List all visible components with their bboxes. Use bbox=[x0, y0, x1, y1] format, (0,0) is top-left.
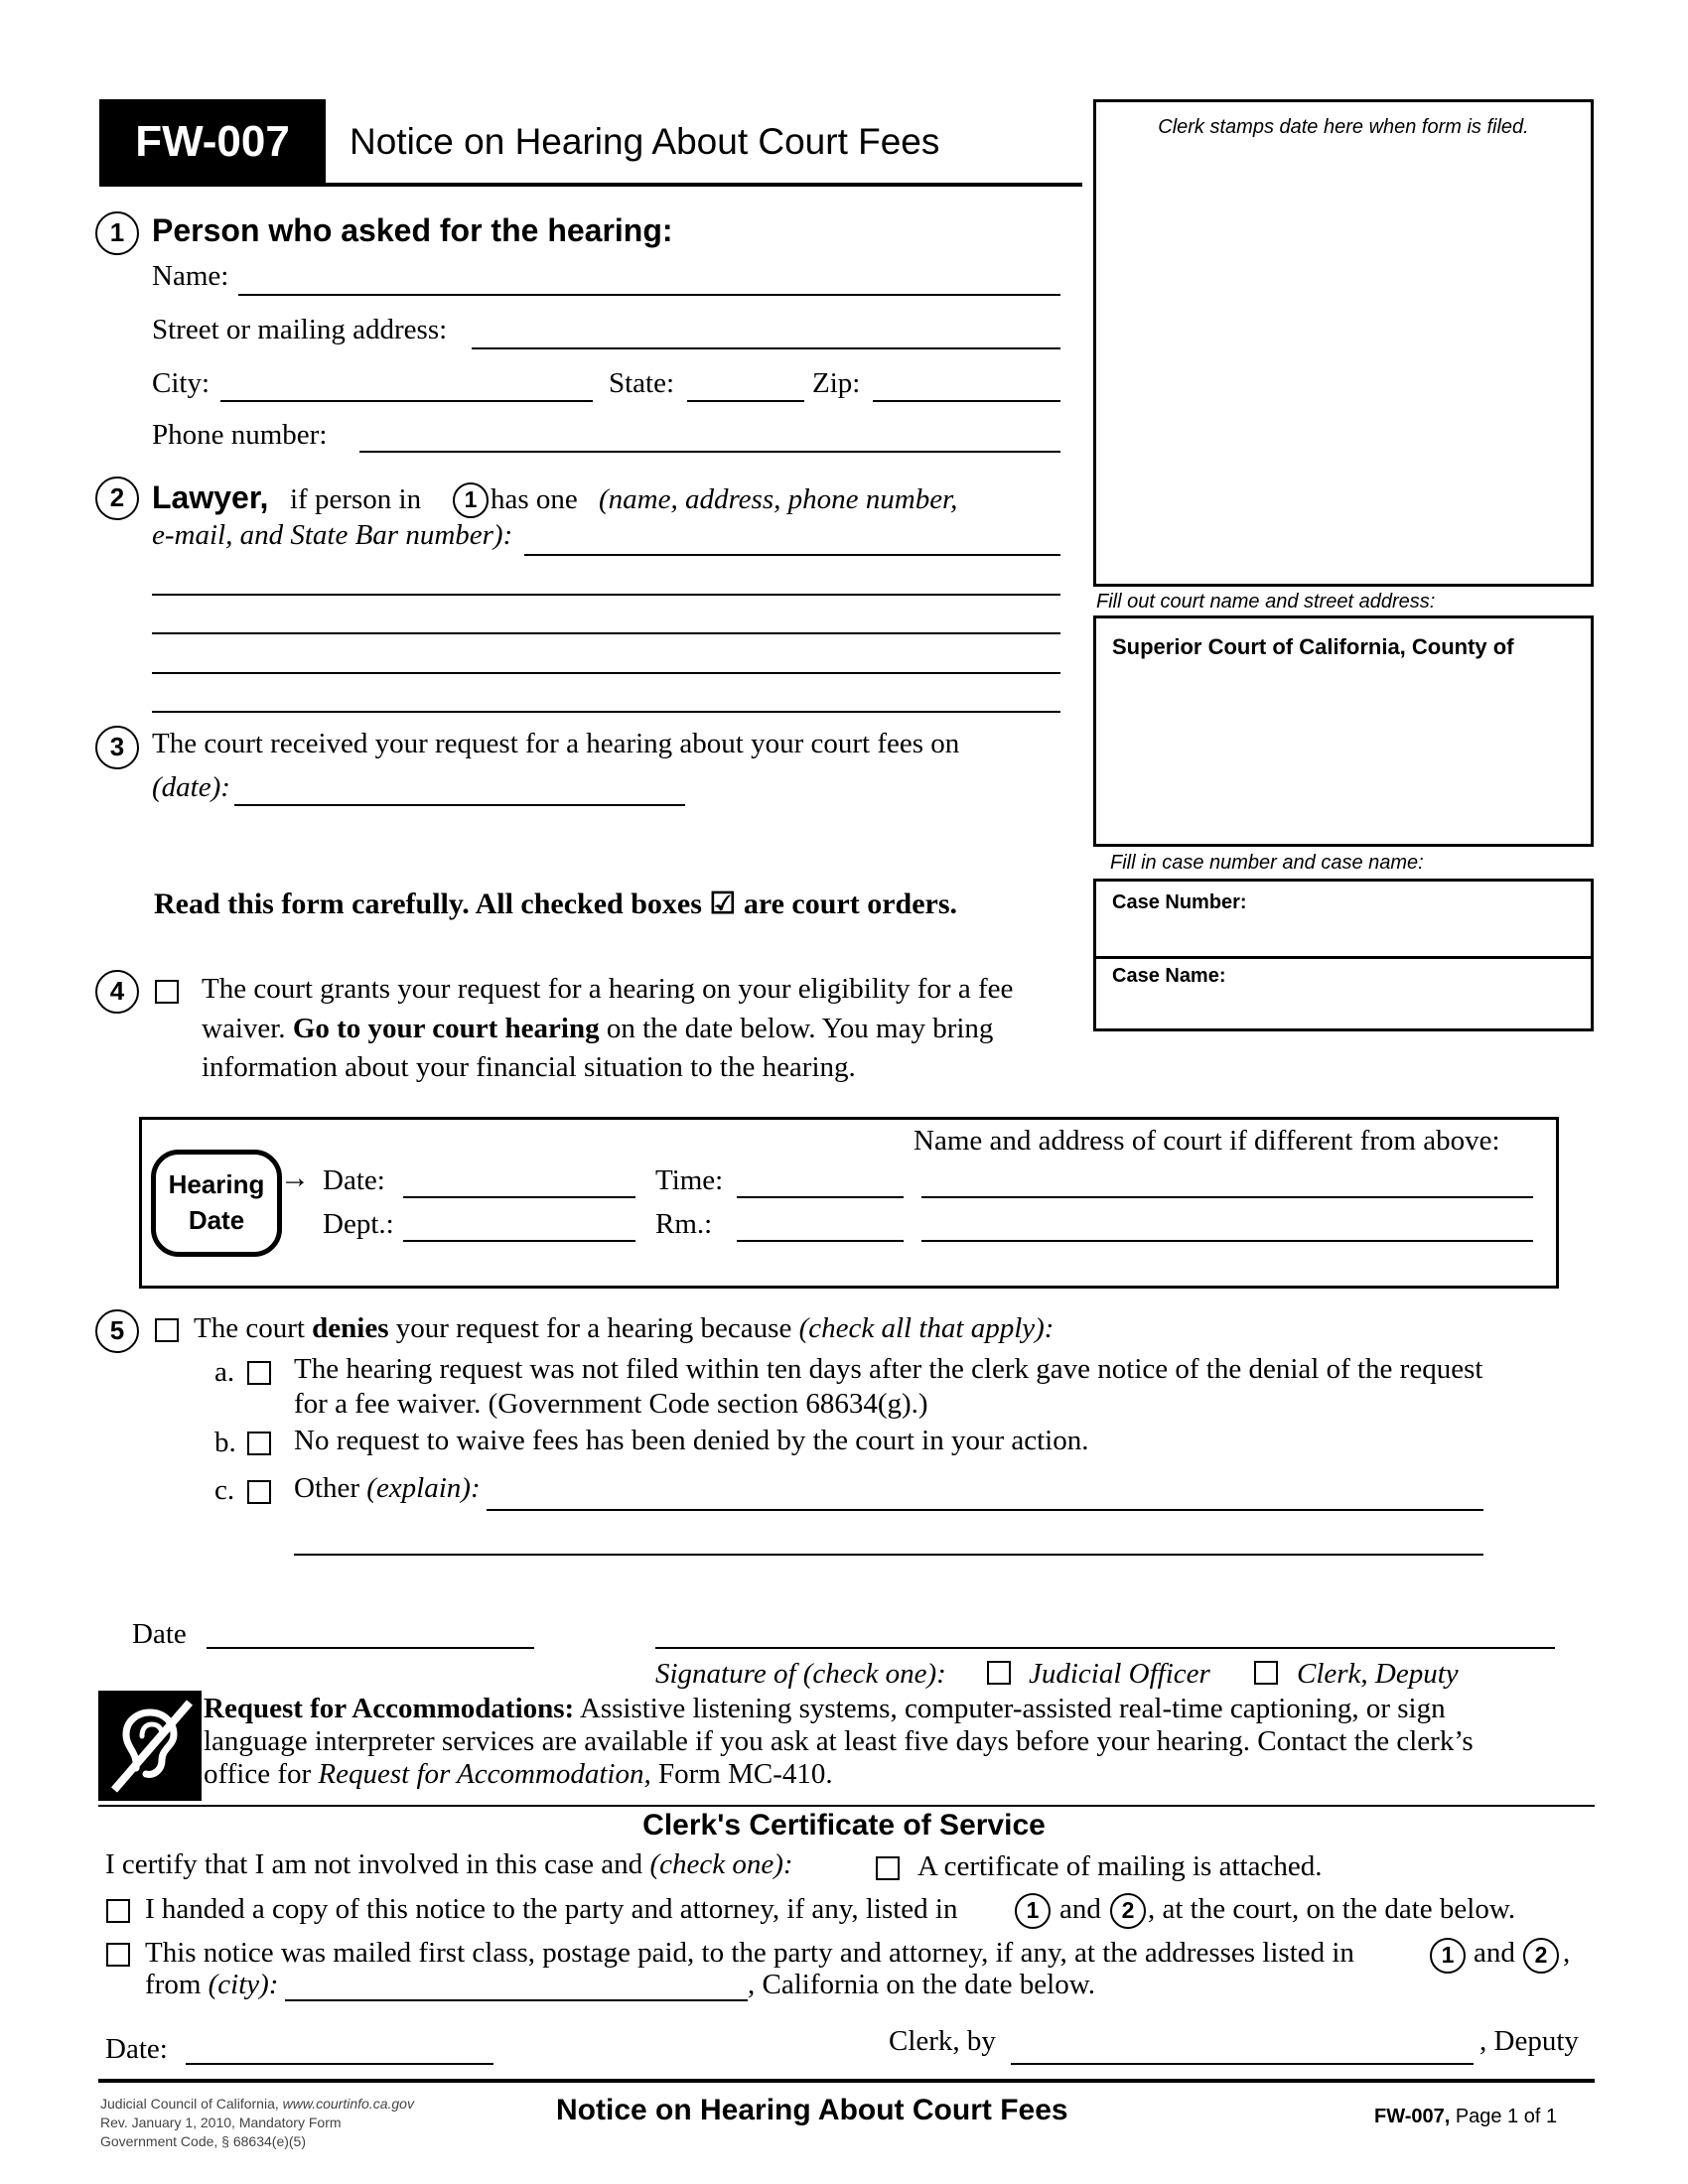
signature-field[interactable] bbox=[655, 1647, 1555, 1649]
lawyer-field-4[interactable] bbox=[152, 672, 1060, 674]
lawyer-field-2[interactable] bbox=[152, 594, 1060, 596]
item-4-number: 4 bbox=[95, 970, 139, 1014]
handed-ref-2: 2 bbox=[1110, 1893, 1146, 1929]
footer-rule bbox=[98, 2079, 1595, 2083]
judicial-officer-label: Judicial Officer bbox=[1029, 1658, 1210, 1690]
clerk-by-label: Clerk, by bbox=[889, 2025, 996, 2057]
hearing-dept-label: Dept.: bbox=[323, 1208, 394, 1240]
case-name-label[interactable]: Case Name: bbox=[1112, 965, 1226, 987]
lawyer-field-1[interactable] bbox=[524, 554, 1060, 556]
item-5-text bbox=[194, 1312, 1054, 1345]
phone-field[interactable] bbox=[359, 451, 1060, 453]
item-4-line2 bbox=[202, 1013, 993, 1045]
hearing-badge-line1: Hearing bbox=[168, 1169, 265, 1199]
accommodations-line3 bbox=[204, 1758, 833, 1791]
certify-text: I certify that I am not involved in this case and bbox=[105, 1848, 643, 1880]
from-text-b: , California on the date below. bbox=[748, 1969, 1096, 2000]
state-label: State: bbox=[609, 367, 675, 399]
item-5b-text: No request to waive fees has been denied by the court in your action. bbox=[294, 1425, 1089, 1456]
from-city-field[interactable] bbox=[285, 1999, 748, 2001]
handed-text-a: I handed a copy of this notice to the party and attorney, if any, listed in bbox=[145, 1893, 958, 1925]
mailed-text-a: This notice was mailed first class, postage paid, to the party and attorney, if any, at the addresses listed in bbox=[145, 1937, 1354, 1969]
accommodations-line1 bbox=[204, 1693, 1446, 1725]
city-label: City: bbox=[152, 367, 211, 399]
street-field[interactable] bbox=[472, 347, 1060, 349]
alt-court-label: Name and address of court if different from above: bbox=[914, 1125, 1500, 1157]
lawyer-field-5[interactable] bbox=[152, 711, 1060, 713]
item-5c-label: c. bbox=[214, 1474, 235, 1506]
handed-and: and bbox=[1059, 1893, 1101, 1925]
handed-ref-1: 1 bbox=[1015, 1893, 1051, 1929]
deputy-label: , Deputy bbox=[1479, 2025, 1579, 2057]
case-note: Fill in case number and case name: bbox=[1110, 852, 1424, 874]
item-5c-text bbox=[294, 1472, 481, 1505]
mailed-ref-1: 1 bbox=[1430, 1938, 1466, 1974]
lawyer-text-b: has one bbox=[491, 483, 578, 515]
footer-org-line bbox=[100, 2096, 414, 2112]
alt-court-field-2[interactable] bbox=[921, 1240, 1533, 1242]
item-3-date-label: (date): bbox=[152, 771, 230, 803]
clerk-deputy-checkbox[interactable] bbox=[1254, 1661, 1278, 1685]
item-4-checkbox[interactable] bbox=[155, 980, 179, 1004]
hearing-time-field[interactable] bbox=[737, 1196, 904, 1198]
name-label: Name: bbox=[152, 260, 229, 292]
clerk-stamp-box bbox=[1093, 99, 1594, 587]
lawyer-heading: Lawyer, bbox=[152, 479, 269, 515]
certify-italic: (check one): bbox=[649, 1848, 793, 1880]
court-name: Superior Court of California, County of bbox=[1112, 634, 1514, 659]
alt-court-field-1[interactable] bbox=[921, 1196, 1533, 1198]
hearing-rm-field[interactable] bbox=[737, 1240, 904, 1242]
item-3-number: 3 bbox=[95, 726, 139, 769]
phone-label: Phone number: bbox=[152, 419, 328, 451]
certificate-rule bbox=[98, 1805, 1595, 1807]
item-1-heading: Person who asked for the hearing: bbox=[152, 212, 673, 248]
mailed-checkbox[interactable] bbox=[106, 1943, 130, 1967]
lawyer-italic-a: (name, address, phone number, bbox=[599, 483, 958, 515]
header-rule bbox=[99, 183, 1082, 187]
case-divider bbox=[1096, 956, 1591, 959]
ref-item-1: 1 bbox=[453, 482, 489, 518]
lawyer-italic-b: e-mail, and State Bar number): bbox=[152, 519, 513, 551]
hearing-date-label: Date: bbox=[323, 1164, 385, 1196]
item-5c-checkbox[interactable] bbox=[247, 1480, 271, 1504]
signature-date-label: Date bbox=[132, 1618, 187, 1650]
certify-line bbox=[105, 1848, 793, 1881]
court-orders-notice bbox=[154, 887, 957, 921]
footer-title: Notice on Hearing About Court Fees bbox=[556, 2094, 1068, 2126]
street-label: Street or mailing address: bbox=[152, 314, 448, 345]
notice-text-b: are court orders. bbox=[743, 887, 958, 920]
item-4-line2-bold: Go to your court hearing bbox=[292, 1013, 600, 1044]
footer-org: Judicial Council of California, bbox=[100, 2096, 279, 2112]
mailing-attached-label: A certificate of mailing is attached. bbox=[917, 1850, 1323, 1882]
state-field[interactable] bbox=[687, 400, 804, 402]
signature-date-field[interactable] bbox=[207, 1647, 534, 1649]
item-5-number: 5 bbox=[95, 1309, 139, 1353]
item-4-line1: The court grants your request for a hearing on your eligibility for a fee bbox=[202, 973, 1014, 1005]
explain-field-2[interactable] bbox=[294, 1554, 1483, 1556]
lawyer-text-a: if person in bbox=[290, 483, 422, 515]
hearing-dept-field[interactable] bbox=[403, 1240, 635, 1242]
court-name-box[interactable] bbox=[1093, 615, 1594, 847]
footer-url[interactable]: www.courtinfo.ca.gov bbox=[282, 2096, 414, 2112]
item-5-text-bold: denies bbox=[312, 1312, 389, 1344]
judicial-officer-checkbox[interactable] bbox=[987, 1661, 1011, 1685]
hearing-badge-line2: Date bbox=[188, 1205, 245, 1235]
arrow-icon: → bbox=[280, 1161, 310, 1194]
item-5b-checkbox[interactable] bbox=[247, 1432, 271, 1455]
footer-page-number: Page 1 of 1 bbox=[1455, 2106, 1558, 2127]
clerk-deputy-label: Clerk, Deputy bbox=[1297, 1658, 1459, 1690]
accommodations-text1: Assistive listening systems, computer-assisted real-time captioning, or sign bbox=[579, 1693, 1446, 1724]
hearing-time-label: Time: bbox=[655, 1164, 724, 1196]
item-5b-label: b. bbox=[214, 1427, 236, 1458]
clerk-stamp-note: Clerk stamps date here when form is filed. bbox=[1158, 116, 1529, 138]
form-title: Notice on Hearing About Court Fees bbox=[350, 121, 940, 162]
case-number-label[interactable]: Case Number: bbox=[1112, 891, 1247, 913]
court-note: Fill out court name and street address: bbox=[1096, 591, 1436, 613]
item-4-line2-b: on the date below. You may bring bbox=[606, 1013, 994, 1044]
hearing-date-badge bbox=[151, 1150, 282, 1257]
name-field[interactable] bbox=[238, 294, 1060, 296]
certificate-date-field[interactable] bbox=[186, 2063, 493, 2065]
from-line bbox=[145, 1969, 278, 2001]
item-3-text: The court received your request for a hearing about your court fees on bbox=[152, 728, 960, 759]
mailed-and: and bbox=[1474, 1937, 1515, 1969]
handed-copy-checkbox[interactable] bbox=[106, 1899, 130, 1923]
notice-text-a: Read this form carefully. All checked boxes bbox=[154, 887, 702, 920]
form-number-badge bbox=[99, 99, 326, 185]
footer-code: Government Code, § 68634(e)(5) bbox=[100, 2133, 306, 2149]
item-5a-line1: The hearing request was not filed within ten days after the clerk gave notice of the denial of the request bbox=[294, 1353, 1483, 1385]
hearing-rm-label: Rm.: bbox=[655, 1208, 713, 1240]
item-5a-checkbox[interactable] bbox=[247, 1361, 271, 1385]
zip-label: Zip: bbox=[812, 367, 861, 399]
item-5-text-italic: (check all that apply): bbox=[798, 1312, 1055, 1344]
from-label: from bbox=[145, 1969, 202, 2000]
clerk-by-field[interactable] bbox=[1011, 2063, 1474, 2065]
handed-text-b: , at the court, on the date below. bbox=[1148, 1893, 1516, 1925]
footer-form-number: FW-007, bbox=[1374, 2106, 1451, 2127]
hearing-assistance-icon bbox=[98, 1691, 202, 1801]
item-1-number: 1 bbox=[95, 211, 139, 255]
mailed-text-b: , bbox=[1563, 1937, 1571, 1969]
case-box bbox=[1093, 879, 1594, 1031]
hearing-date-field[interactable] bbox=[403, 1196, 635, 1198]
item-4-line3: information about your financial situation to the hearing. bbox=[202, 1051, 856, 1083]
item-5-text-b: your request for a hearing because bbox=[395, 1312, 792, 1344]
signature-label: Signature of (check one): bbox=[655, 1658, 946, 1690]
item-5-checkbox[interactable] bbox=[155, 1318, 179, 1342]
certificate-heading: Clerk's Certificate of Service bbox=[642, 1809, 1046, 1842]
accommodations-text2: language interpreter services are available if you ask at least five days before your hearing. Contact the clerk’s bbox=[204, 1725, 1474, 1757]
form-number: FW-007 bbox=[135, 117, 290, 166]
checked-box-icon: ☑ bbox=[709, 887, 737, 920]
item-5a-line2: for a fee waiver. (Government Code section 68634(g).) bbox=[294, 1388, 928, 1420]
item-3-date-field[interactable] bbox=[234, 804, 685, 806]
accommodations-form-name: Request for Accommodation, bbox=[318, 1758, 651, 1790]
item-5c-explain: (explain): bbox=[366, 1472, 481, 1504]
item-5a-label: a. bbox=[214, 1356, 235, 1388]
item-4-line2-a: waiver. bbox=[202, 1013, 286, 1044]
zip-field[interactable] bbox=[873, 400, 1060, 402]
accommodations-text3-a: office for bbox=[204, 1758, 312, 1790]
lawyer-field-3[interactable] bbox=[152, 632, 1060, 634]
mailing-attached-checkbox[interactable] bbox=[876, 1856, 900, 1880]
accommodations-text3-b: Form MC-410. bbox=[657, 1758, 833, 1790]
mailed-ref-2: 2 bbox=[1523, 1938, 1559, 1974]
item-5-text-a: The court bbox=[194, 1312, 305, 1344]
from-city-label: (city): bbox=[208, 1969, 279, 2000]
footer-page bbox=[1374, 2106, 1557, 2128]
explain-field-1[interactable] bbox=[487, 1509, 1483, 1511]
item-5c-other: Other bbox=[294, 1472, 360, 1504]
accommodations-heading: Request for Accommodations: bbox=[204, 1693, 575, 1724]
item-2-number: 2 bbox=[95, 477, 139, 520]
certificate-date-label: Date: bbox=[105, 2033, 168, 2065]
footer-rev: Rev. January 1, 2010, Mandatory Form bbox=[100, 2115, 342, 2130]
city-field[interactable] bbox=[220, 400, 593, 402]
